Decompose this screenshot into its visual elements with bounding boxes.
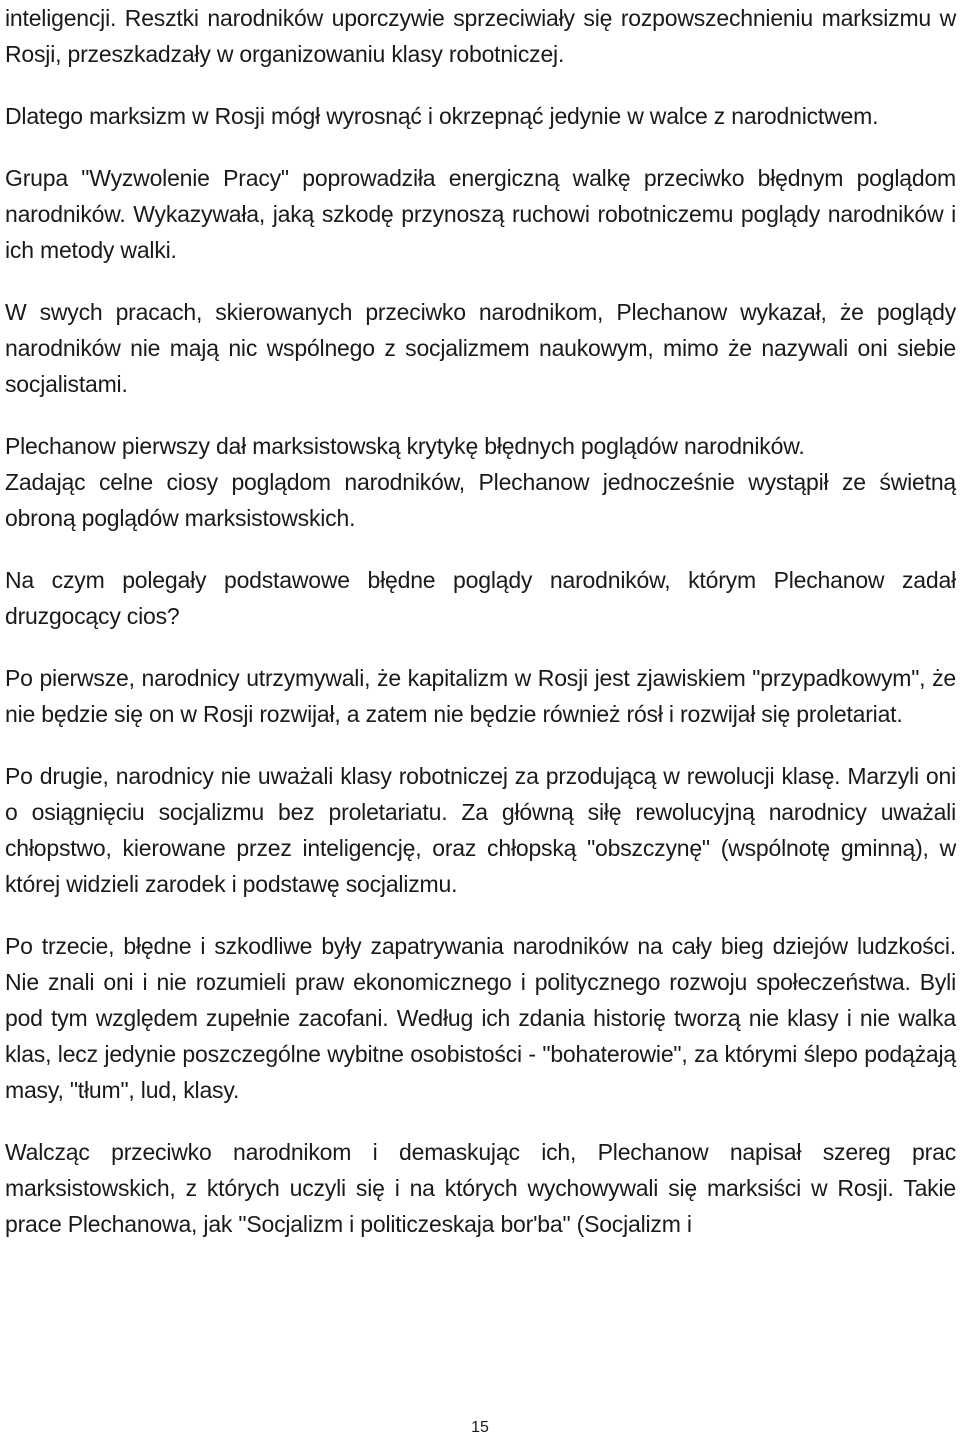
page-number: 15 (471, 1419, 489, 1436)
paragraph-gap (5, 732, 956, 758)
paragraph-gap (5, 902, 956, 928)
paragraph-5: Plechanow pierwszy dał marksistowską krytykę błędnych poglądów narodników. (5, 433, 805, 459)
paragraph-4: W swych pracach, skierowanych przeciwko narodnikom, Plechanow wykazał, że poglądy narodników nie mają nic wspólnego z socjalizmem naukowym, mimo że nazywali oni siebie socjalistami. (5, 299, 956, 397)
paragraph-1: inteligencji. Resztki narodników uporczywie sprzeciwiały się rozpowszechnieniu marksizmu w Rosji, przeszkadzały w organizowaniu klasy robotniczej. (5, 5, 956, 67)
paragraph-gap (5, 1108, 956, 1134)
paragraph-11: Walcząc przeciwko narodnikom i demaskując ich, Plechanow napisał szereg prac marksistowskich, z których uczyli się i na których wychowywali się marksiści w Rosji. Takie prace Plechanowa, jak "Socjalizm i politiczeskaja bor'ba" (Socjalizm i (5, 1139, 956, 1237)
paragraph-6: Zadając celne ciosy poglądom narodników, Plechanow jednocześnie wystąpił ze świetną obroną poglądów marksistowskich. (5, 469, 956, 531)
page-body (5, 0, 956, 1242)
paragraph-gap (5, 634, 956, 660)
paragraph-9: Po drugie, narodnicy nie uważali klasy robotniczej za przodującą w rewolucji klasę. Marzyli oni o osiągnięciu socjalizmu bez proletariatu. Za główną siłę rewolucyjną narodnicy uważali chłopstwo, kierowane przez inteligencję, oraz chłopską "obszczynę" (wspólnotę gminną), w której widzieli zarodek i podstawę socjalizmu. (5, 763, 956, 897)
paragraph-gap (5, 268, 956, 294)
paragraph-2: Dlatego marksizm w Rosji mógł wyrosnąć i okrzepnąć jedynie w walce z narodnictwem. (5, 103, 879, 129)
paragraph-3: Grupa "Wyzwolenie Pracy" poprowadziła energiczną walkę przeciwko błędnym poglądom narodników. Wykazywała, jaką szkodę przynoszą ruchowi robotniczemu poglądy narodników i ich metody walki. (5, 165, 956, 263)
paragraph-gap (5, 536, 956, 562)
paragraph-gap (5, 402, 956, 428)
paragraph-8: Po pierwsze, narodnicy utrzymywali, że kapitalizm w Rosji jest zjawiskiem "przypadkowym", że nie będzie się on w Rosji rozwijał, a zatem nie będzie również rósł i rozwijał się proletariat. (5, 665, 956, 727)
paragraph-7: Na czym polegały podstawowe błędne poglądy narodników, którym Plechanow zadał druzgocący cios? (5, 567, 956, 629)
paragraph-gap (5, 134, 956, 160)
paragraph-10: Po trzecie, błędne i szkodliwe były zapatrywania narodników na cały bieg dziejów ludzkości. Nie znali oni i nie rozumieli praw ekonomicznego i politycznego rozwoju społeczeństwa. Byli pod tym względem zupełnie zacofani. Według ich zdania historię tworzą nie klasy i nie walka klas, lecz jedynie poszczególne wybitne osobistości - "bohaterowie", za którymi ślepo podążają masy, "tłum", lud, klasy. (5, 933, 956, 1103)
paragraph-gap (5, 72, 956, 98)
